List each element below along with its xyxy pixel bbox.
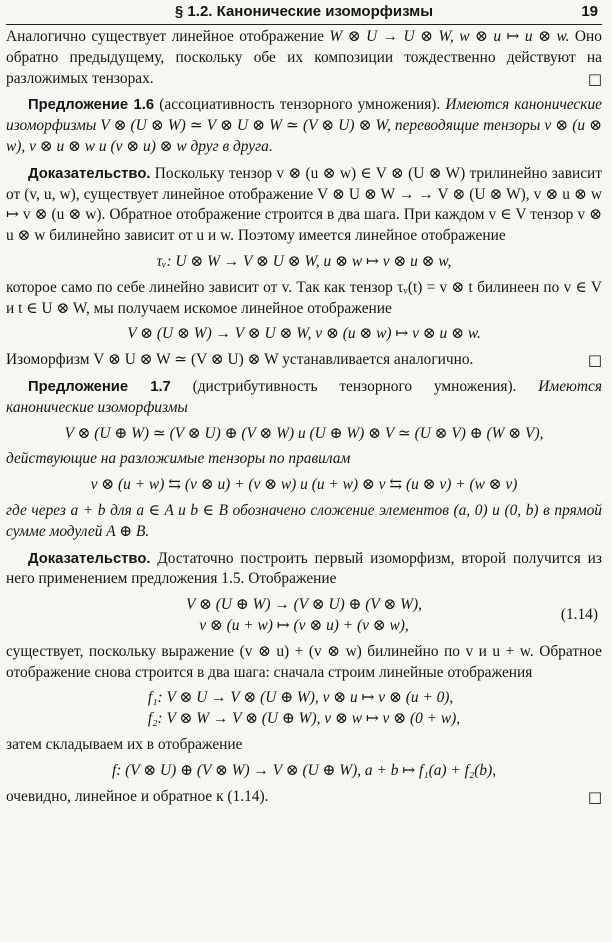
page-body — [6, 27, 602, 807]
paragraph: которое само по себе линейно зависит от v. Так как тензор τᵥ(t) = v ⊗ t билинеен по v ∈ V и t ∈ U ⊗ W, мы получаем искомое линейное отображение — [6, 278, 602, 317]
paragraph: существует, поскольку выражение (v ⊗ u) + (v ⊗ w) билинейно по v и u + w. Обратное отображение снова строится в два шага: сначала строим линейные отображения — [6, 642, 602, 681]
qed-symbol: □ — [587, 351, 602, 370]
equation-1-14: V ⊗ (U ⊕ W) → (V ⊗ U) ⊕ (V ⊗ W), v ⊗ (u + w) ↦ (v ⊗ u) + (v ⊗ w), (1.14) — [186, 596, 598, 634]
paragraph: Аналогично существует линейное отображение W ⊗ U → U ⊗ W, w ⊗ u ↦ u ⊗ w. Оно обратно предыдущему, поскольку обе их композиции тождественно действуют на разложимых тензорах. □ — [6, 28, 602, 88]
paragraph: затем складываем их в отображение — [6, 735, 243, 753]
section-title: § 1.2. Канонические изоморфизмы — [174, 3, 434, 20]
formula-f: f: (V ⊗ U) ⊕ (V ⊗ W) → V ⊗ (U ⊕ W), a + b ↦ f₁(a) + f₂(b), — [111, 761, 497, 779]
proposition-1-6: Предложение 1.6 (ассоциативность тензорного умножения). Имеются канонические изоморфизмы V ⊗ (U ⊗ W) ≃ V ⊗ U ⊗ W ≃ (V ⊗ U) ⊗ W, переводящие тензоры v ⊗ (u ⊗ w), v ⊗ u ⊗ w и (v ⊗ u) ⊗ w друг в друга. — [6, 96, 602, 155]
paragraph: очевидно, линейное и обратное к (1.14). □ — [6, 787, 602, 806]
page-number: 19 — [581, 3, 598, 20]
proposition-1-7: Предложение 1.7 (дистрибутивность тензорного умножения). Имеются канонические изоморфизмы — [6, 377, 602, 416]
paragraph: действующие на разложимые тензоры по правилам — [6, 450, 351, 468]
proof-1-6: Доказательство. Поскольку тензор v ⊗ (u ⊗ w) ∈ V ⊗ (U ⊗ W) трилинейно зависит от (v, u, w), существует линейное отображение V ⊗ U ⊗ W → → V ⊗ (U ⊗ W), v ⊗ u ⊗ w ↦ v ⊗ (u ⊗ w). Обратное отображение строится в два шага. При каждом v ∈ V тензор v ⊗ u ⊗ w билинейно зависит от u и w. Поэтому имеется линейное отображение — [6, 164, 602, 245]
formula-rules: v ⊗ (u + w) ⇆ (v ⊗ u) + (v ⊗ w) и (u + w) ⊗ v ⇆ (u ⊗ v) + (w ⊗ v) — [90, 476, 518, 494]
proof-1-7: Доказательство. Достаточно построить первый изоморфизм, второй получится из него применением предложения 1.5. Отображение — [6, 549, 602, 588]
formula-linear-map: V ⊗ (U ⊗ W) → V ⊗ U ⊗ W, v ⊗ (u ⊗ w) ↦ v ⊗ u ⊗ w. — [127, 325, 481, 343]
paragraph: где через a + b для a ∈ A и b ∈ B обозначено сложение элементов (a, 0) и (0, b) в прямой сумме модулей A ⊕ B. — [6, 501, 602, 540]
paragraph: Изоморфизм V ⊗ U ⊗ W ≃ (V ⊗ U) ⊗ W устанавливается аналогично. □ — [6, 351, 602, 370]
running-header — [6, 0, 602, 25]
formula-f1-f2: f₁: V ⊗ U → V ⊗ (U ⊕ W), v ⊗ u ↦ v ⊗ (u + 0), f₂: V ⊗ W → V ⊗ (U ⊕ W), v ⊗ w ↦ v ⊗ (0 + w), — [147, 689, 461, 728]
formula-tau: τᵥ: U ⊗ W → V ⊗ U ⊗ W, u ⊗ w ↦ v ⊗ u ⊗ w, — [156, 252, 452, 270]
qed-symbol: □ — [587, 787, 602, 806]
formula-distributivity: V ⊗ (U ⊕ W) ≃ (V ⊗ U) ⊕ (V ⊗ W) и (U ⊕ W) ⊗ V ≃ (U ⊗ V) ⊕ (W ⊗ V), — [64, 424, 544, 442]
equation-number: (1.14) — [560, 606, 598, 624]
qed-symbol: □ — [587, 69, 602, 88]
